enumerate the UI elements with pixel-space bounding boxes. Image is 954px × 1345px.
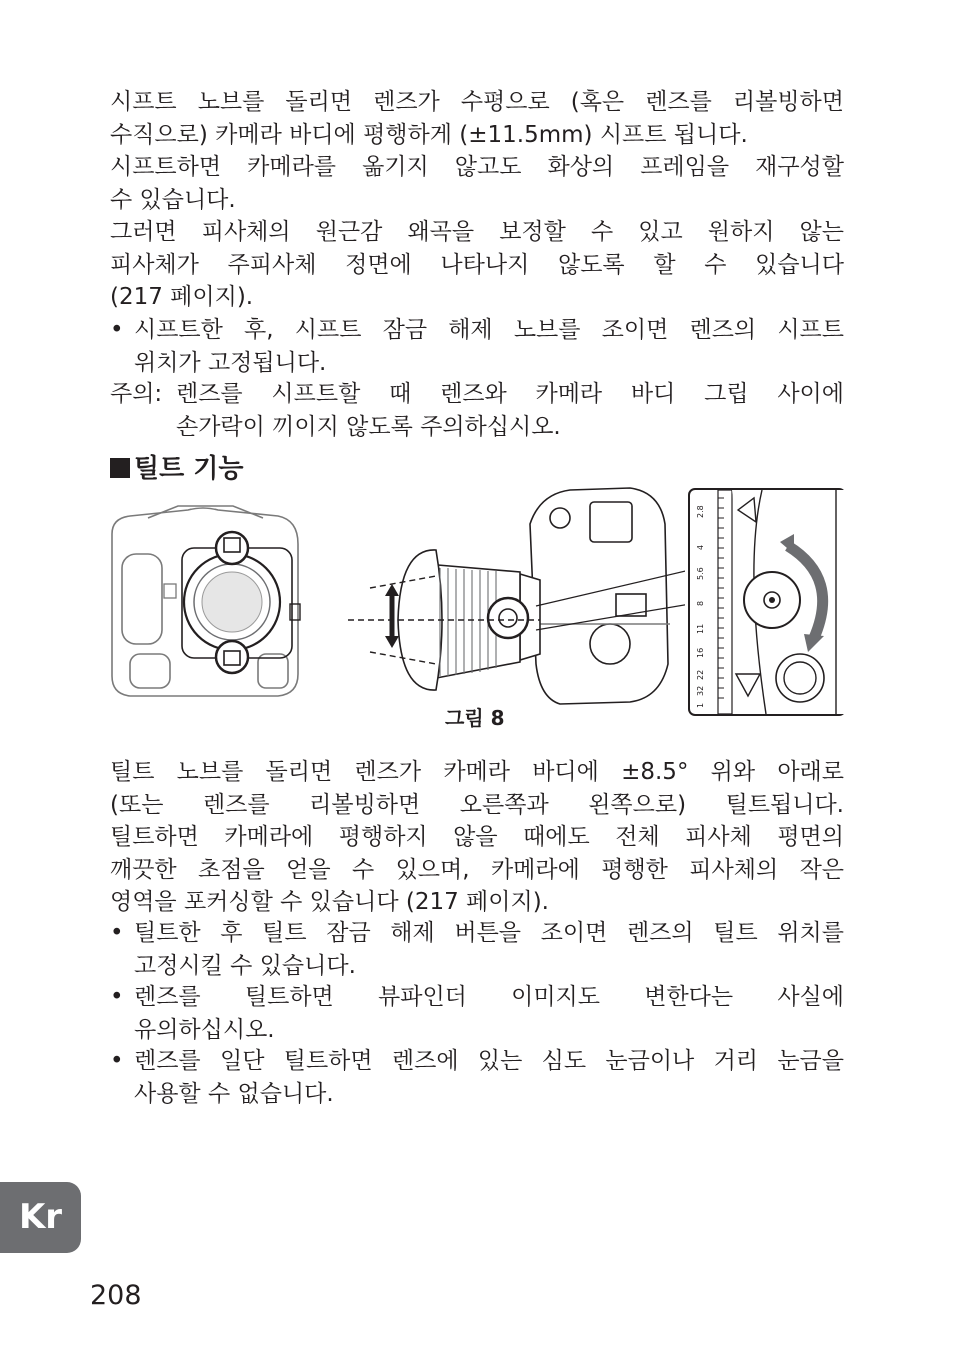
camera-front-illustration [108, 504, 303, 700]
section-heading-text: 틸트 기능 [134, 454, 244, 484]
bullet-marker: • [110, 1048, 124, 1074]
text-line: 유의하십시오. [134, 1016, 275, 1043]
text-line: 피사체가 주피사체 정면에 나타나지 않도록 할 수 있습니다 [110, 251, 844, 278]
bullet-marker: • [110, 984, 124, 1010]
camera-tilt-illustration [340, 484, 685, 714]
text-line: 그러면 피사체의 원근감 왜곡을 보정할 수 있고 원하지 않는 [110, 219, 844, 245]
text-line: 수 있습니다. [110, 186, 236, 213]
text-line: 고정시킬 수 있습니다. [134, 952, 356, 979]
scale-label: 16 [696, 647, 705, 658]
scale-label: 8 [696, 600, 705, 606]
shift-paragraph-1 [110, 86, 844, 151]
scale-label: 1 [696, 702, 705, 708]
text-line: 틸트하면 카메라에 평행하지 않을 때에도 전체 피사체 평면의 [110, 824, 844, 850]
scale-label: 22 [696, 669, 705, 680]
bullet-marker: • [110, 317, 124, 343]
bullet-marker: • [110, 920, 124, 946]
language-tab: Kr [0, 1182, 81, 1253]
scale-label: 4 [696, 544, 705, 550]
square-bullet-icon [110, 458, 130, 478]
text-line: (217 페이지). [110, 284, 254, 310]
text-line: (또는 렌즈를 리볼빙하면 오른쪽과 왼쪽으로) 틸트됩니다. [110, 791, 844, 818]
figure-caption: 그림 8 [445, 706, 505, 730]
scale-label: 5.6 [696, 567, 705, 580]
shift-paragraph-3 [110, 216, 844, 314]
text-line: 시프트한 후, 시프트 잠금 해제 노브를 조이면 렌즈의 시프트 [134, 317, 844, 343]
text-line: 위치가 고정됩니다. [134, 349, 327, 376]
text-line: 손가락이 끼이지 않도록 주의하십시오. [176, 413, 561, 440]
text-line: 렌즈를 틸트하면 뷰파인더 이미지도 변한다는 사실에 [134, 984, 844, 1010]
section-heading [110, 452, 244, 486]
scale-label: 2.8 [696, 505, 705, 518]
text-line: 깨끗한 초점을 얻을 수 있으며, 카메라에 평행한 피사체의 작은 [110, 856, 844, 883]
tilt-paragraph-1 [110, 756, 844, 821]
text-line: 영역을 포커싱할 수 있습니다 (217 페이지). [110, 889, 549, 915]
text-line: 렌즈를 일단 틸트하면 렌즈에 있는 심도 눈금이나 거리 눈금을 [134, 1048, 844, 1074]
text-line: 틸트 노브를 돌리면 렌즈가 카메라 바디에 ±8.5° 위와 아래로 [110, 759, 844, 785]
tilt-knob-detail [688, 488, 846, 716]
page-number: 208 [90, 1280, 142, 1311]
text-line: 수직으로) 카메라 바디에 평행하게 (±11.5mm) 시프트 됩니다. [110, 121, 748, 148]
shift-paragraph-2 [110, 151, 844, 216]
text-line: 시프트하면 카메라를 옮기지 않고도 화상의 프레임을 재구성할 [110, 154, 844, 180]
text-line: 사용할 수 없습니다. [134, 1080, 334, 1107]
note-label: 주의: [110, 381, 163, 407]
text-line: 시프트 노브를 돌리면 렌즈가 수평으로 (혹은 렌즈를 리볼빙하면 [110, 89, 844, 115]
tilt-paragraph-2 [110, 821, 844, 919]
text-line: 렌즈를 시프트할 때 렌즈와 카메라 바디 그립 사이에 [176, 381, 844, 407]
text-line: 틸트한 후 틸트 잠금 해제 버튼을 조이면 렌즈의 틸트 위치를 [134, 920, 844, 946]
scale-label: 32 [696, 685, 705, 696]
scale-label: 11 [696, 623, 705, 634]
